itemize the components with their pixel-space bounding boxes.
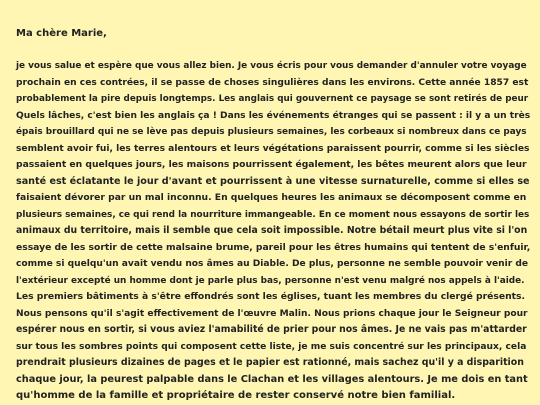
letter-line: qu'homme de la famille et propriétaire de rester conservé notre bien familial. [16, 390, 456, 401]
letter-line: semblent avoir fui, les terres alentours et leurs végétations paraissent pourrir, comme si les siècles [16, 143, 530, 154]
letter-line: épais brouillard qui ne se lève pas depuis plusieurs semaines, les corbeaux si nombreux dans ce pays [16, 127, 527, 137]
letter-salutation: Ma chère Marie, [16, 28, 107, 39]
letter-line: sur tous les sombres points qui composent cette liste, je me suis concentré sur les principaux, cela [16, 341, 527, 352]
letter-line: prochain en ces contrées, il se passe de choses singulières dans les environs. Cette année 1857 est [16, 77, 529, 88]
letter-line: je vous salue et espère que vous allez bien. Je vous écris pour vous demander d'annuler votre voyage [16, 61, 527, 71]
letter-line: Nous pensons qu'il s'agit effectivement de l'œuvre Malin. Nous prions chaque jour le Seigneur pour [16, 308, 528, 319]
letter-line: chaque jour, la peurest palpable dans le Clachan et les villages alentours. Je me dois en tant [16, 373, 528, 385]
letter-line: plusieurs semaines, ce qui rend la nourriture immangeable. En ce moment nous essayons de sortir les [16, 209, 530, 220]
letter-line: essaye de les sortir de cette malsaine brume, pareil pour les êtres humains qui tentent de s'enfuir, [16, 241, 531, 253]
letter-line: probablement la pire depuis longtemps. Les anglais qui gouvernent ce paysage se sont retirés de peur [16, 94, 529, 104]
letter-line: prendrait plusieurs dizaines de pages et le papier est rationné, mais sachez qu'il y a disparition [16, 357, 524, 368]
letter-line: espérer nous en sortir, si vous aviez l'amabilité de prier pour nos âmes. Je ne vais pas m'attarder [16, 324, 527, 335]
letter-line: l'extérieur excepté un homme dont je parle plus bas, personne n'est venu malgré nos appels à l'aide. [16, 275, 525, 286]
letter-body [16, 58, 531, 405]
letter-line: santé est éclatante le jour d'avant et pourrissent à une vitesse surnaturelle, comme si elles se [16, 175, 530, 187]
letter-line: faisaient dévorer par un mal inconnu. En quelques heures les animaux se décomposent comme en [16, 192, 527, 203]
letter-line: animaux du territoire, mais il semble que cela soit impossible. Notre bétail meurt plus vite si l'on [16, 225, 528, 236]
letter-line: passaient en quelques jours, les maisons pourrissent également, les bêtes meurent alors que leur [16, 159, 527, 170]
letter-line: Quels lâches, c'est bien les anglais ça ! Dans les événements étranges qui se passent : il y a un très [16, 110, 531, 121]
letter-line: comme si quelqu'un avait vendu nos âmes au Diable. De plus, personne ne semble pouvoir venir de [16, 259, 529, 269]
letter-line: Les premiers bâtiments à s'être effondrés sont les églises, tuant les membres du clergé présents. [16, 291, 525, 302]
